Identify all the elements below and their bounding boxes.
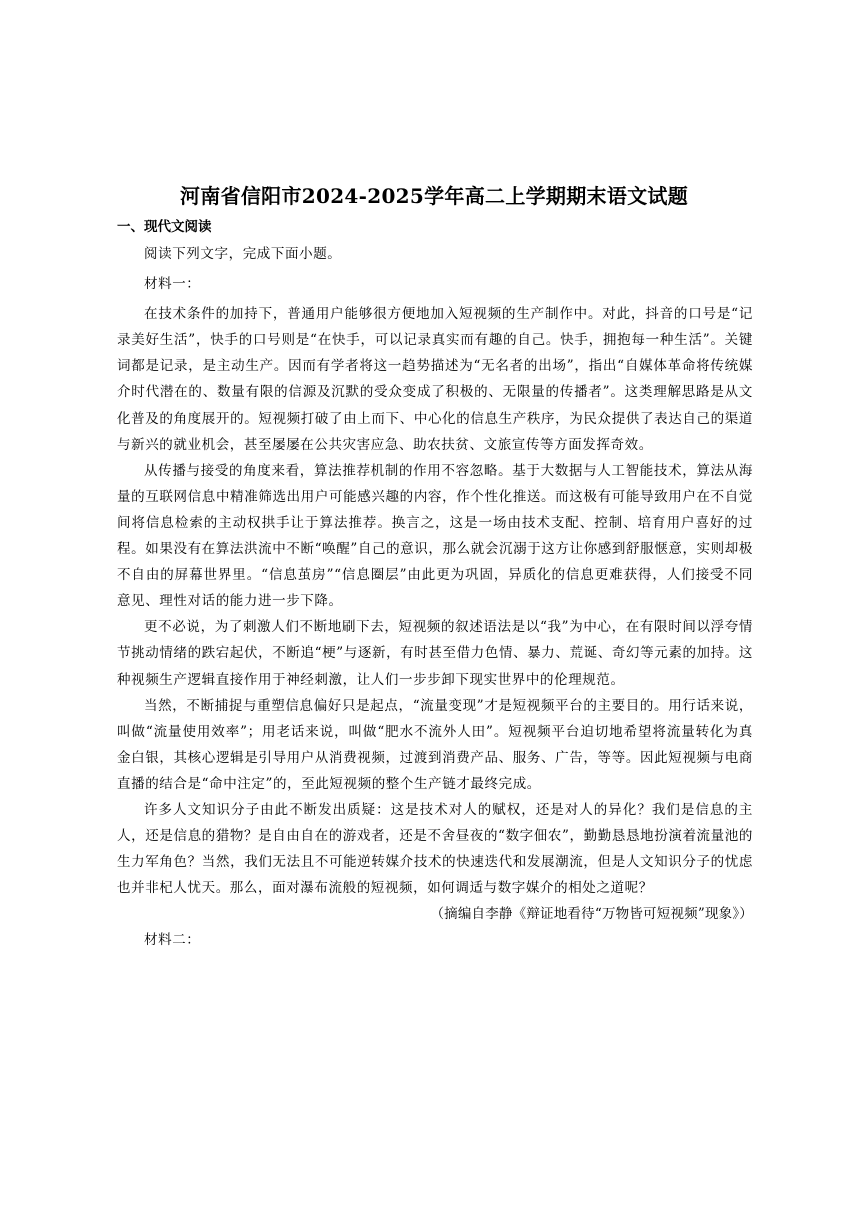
material-2-label: 材料二：	[144, 932, 201, 949]
instruction-text: 阅读下列文字，完成下面小题。	[144, 246, 342, 262]
material-1-label: 材料一：	[144, 276, 201, 293]
document-title: 河南省信阳市2024-2025学年高二上学期期末语文试题	[179, 184, 689, 208]
paragraph: 在技术条件的加持下，普通用户能够很方便地加入短视频的生产制作中。对此，抖音的口号是“记录美好生活”，快手的口号则是“在快手，可以记录真实而有趣的自己。快手，拥抱每一种生活”。关键词都是记录，是主动生产。因而有学者将这一趋势描述为“无名者的出场”，指出“自媒体革命将传统媒介时代潜在的、数量有限的信源及沉默的受众变成了积极的、无限量的传播者”。这类理解思路是从文化普及的角度展开的。短视频打破了由上而下、中心化的信息生产秩序，为民众提供了表达自己的渠道与新兴的就业机会，甚至屡屡在公共灾害应急、助农扶贫、文旅宣传等方面发挥奇效。	[117, 306, 753, 453]
section-heading: 一、现代文阅读	[117, 219, 212, 235]
document-body	[117, 241, 753, 954]
paragraph: 当然，不断捕捉与重塑信息偏好只是起点，“流量变现”才是短视频平台的主要目的。用行话来说，叫做“流量使用效率”；用老话来说，叫做“肥水不流外人田”。短视频平台迫切地希望将流量转化为真金白银，其核心逻辑是引导用户从消费视频，过渡到消费产品、服务、广告，等等。因此短视频与电商直播的结合是“命中注定”的，至此短视频的整个生产链才最终完成。	[117, 697, 753, 792]
source-citation: （摘编自李静《辩证地看待“万物皆可短视频”现象》）	[430, 906, 753, 923]
paragraph: 更不必说，为了刺激人们不断地刷下去，短视频的叙述语法是以“我”为中心，在有限时间以浮夸情节挑动情绪的跌宕起伏，不断追“梗”与逐新，有时甚至借力色情、暴力、荒诞、奇幻等元素的加持。这种视频生产逻辑直接作用于神经刺激，让人们一步步卸下现实世界中的伦理规范。	[117, 619, 753, 688]
paragraph: 许多人文知识分子由此不断发出质疑：这是技术对人的赋权，还是对人的异化？我们是信息的主人，还是信息的猎物？是自由自在的游戏者，还是不舍昼夜的“数字佃农”，勤勤恳恳地扮演着流量池的生力军角色？当然，我们无法且不可能逆转媒介技术的快速迭代和发展潮流，但是人文知识分子的忧虑也并非杞人忧天。那么，面对瀑布流般的短视频，如何调适与数字媒介的相处之道呢？	[117, 801, 753, 897]
paragraph: 从传播与接受的角度来看，算法推荐机制的作用不容忽略。基于大数据与人工智能技术，算法从海量的互联网信息中精准筛选出用户可能感兴趣的内容，作个性化推送。而这极有可能导致用户在不自觉间将信息检索的主动权拱手让于算法推荐。换言之，这是一场由技术支配、控制、培育用户喜好的过程。如果没有在算法洪流中不断“唤醒”自己的意识，那么就会沉溺于这方让你感到舒服惬意，实则却极不自由的屏幕世界里。“信息茧房”“信息圈层”由此更为巩固，异质化的信息更难获得，人们接受不同意见、理性对话的能力进一步下降。	[117, 462, 753, 610]
